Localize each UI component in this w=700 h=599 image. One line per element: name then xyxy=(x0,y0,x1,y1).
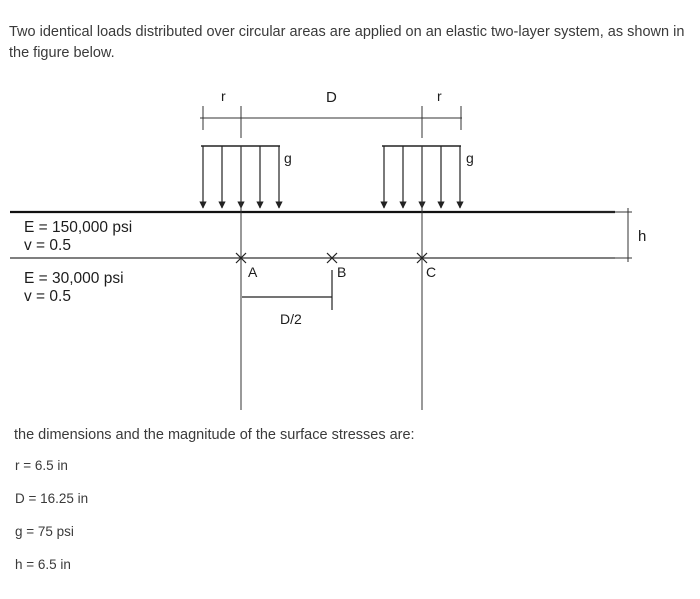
label-r-right: r xyxy=(437,88,442,104)
label-C: C xyxy=(426,264,437,280)
layer2-poisson: v = 0.5 xyxy=(24,288,71,305)
point-b-marker xyxy=(242,253,337,310)
label-A: A xyxy=(248,264,258,280)
h-dimension xyxy=(590,208,632,262)
params-intro: the dimensions and the magnitude of the surface stresses are: xyxy=(14,427,415,443)
label-D-half: D/2 xyxy=(280,311,302,327)
param-q: g = 75 psi xyxy=(15,524,74,539)
label-r-left: r xyxy=(221,88,226,104)
layer1-modulus: E = 150,000 psi xyxy=(24,219,133,236)
layer2-modulus: E = 30,000 psi xyxy=(24,270,124,287)
param-D: D = 16.25 in xyxy=(15,491,89,506)
label-h: h xyxy=(638,228,647,245)
label-D: D xyxy=(326,89,337,106)
label-q-left: g xyxy=(284,150,292,166)
param-r: r = 6.5 in xyxy=(15,458,68,473)
label-q-right: g xyxy=(466,150,474,166)
param-h: h = 6.5 in xyxy=(15,557,71,572)
top-dimension-line xyxy=(200,106,462,138)
layer1-poisson: v = 0.5 xyxy=(24,237,71,254)
problem-statement: Two identical loads distributed over circular areas are applied on an elastic two-layer system, as shown in the figure below. xyxy=(9,24,685,61)
label-B: B xyxy=(337,264,347,280)
